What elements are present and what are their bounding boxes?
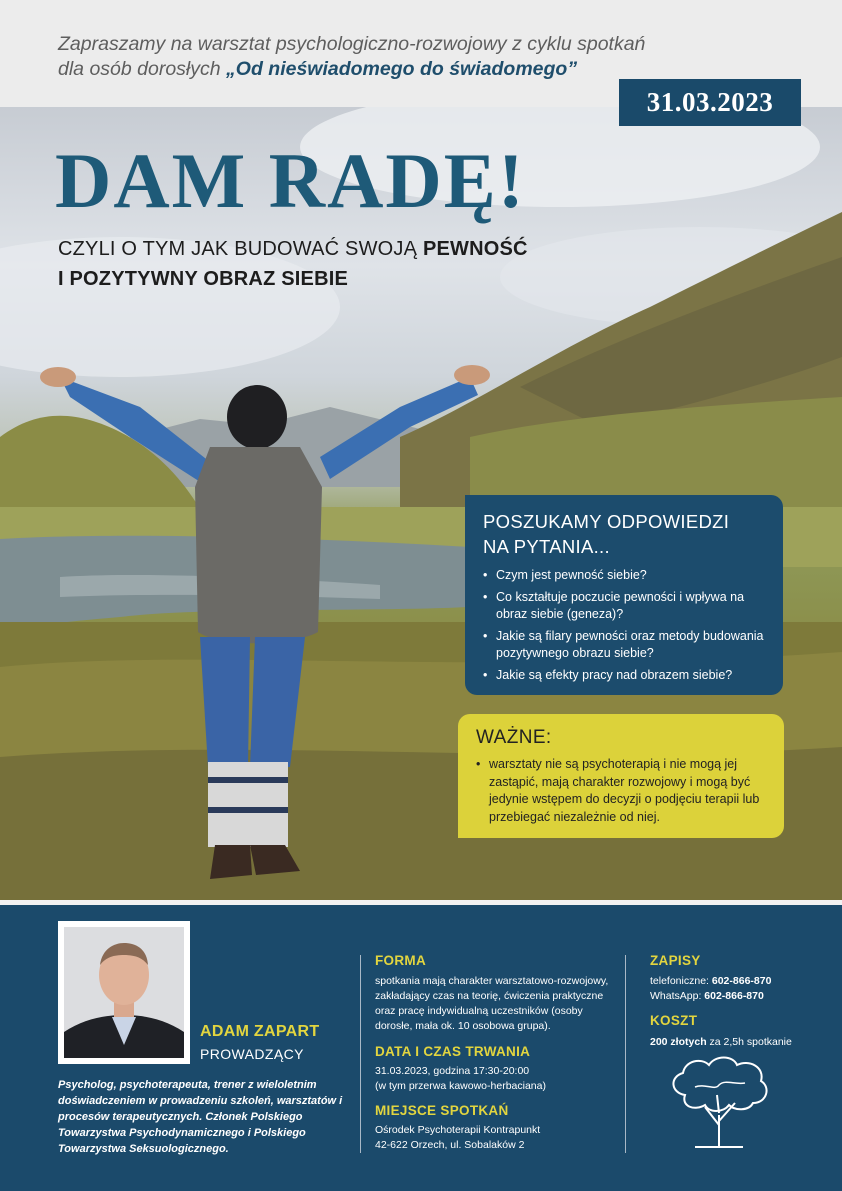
subtitle-emphasis: PEWNOŚĆ — [422, 238, 528, 260]
questions-box — [465, 495, 783, 695]
date-badge: 31.03.2023 — [619, 79, 801, 126]
host-bio: Psycholog, psychoterapeuta, trener z wieloletnim doświadczeniem w prowadzeniu szkoleń, warsztatów i procesów terapeutycznych. Członek Polskiego Towarzystwa Psychodynamicznego i Polskiego Towarzystwa Seksuologicznego. — [58, 1079, 343, 1155]
column-divider — [625, 955, 626, 1153]
place-section — [375, 1102, 615, 1153]
tree-logo-icon — [665, 1055, 773, 1156]
important-item: • warsztaty nie są psychoterapią i nie mogą jej zastąpić, mają charakter rozwojowy i mogą być jedynie wstępem do decyzji o podjęciu terapii lub przebiegać niezależnie od niej. — [476, 756, 770, 826]
phone-number: 602-866-870 — [711, 975, 772, 987]
forma-text: spotkania mają charakter warsztatowo-rozwojowy, zakładający czas na teorię, ćwiczenia praktyczne oraz pracę indywidualną uczestników (osoby dorosłe, mała ok. 10 osobowa grupa). — [375, 975, 609, 1032]
host-photo — [58, 921, 190, 1064]
place-line-1: Ośrodek Psychoterapii Kontrapunkt — [375, 1124, 541, 1136]
main-title: DAM RADĘ! — [55, 137, 526, 224]
important-list — [476, 756, 770, 826]
subtitle-line-2: I POZYTYWNY OBRAZ SIEBIE — [58, 268, 349, 290]
subtitle-line-1 — [58, 234, 528, 264]
signup-phone — [650, 974, 830, 989]
questions-heading — [483, 509, 769, 559]
cost-section — [650, 1012, 835, 1050]
questions-list — [483, 567, 769, 684]
datetime-line-1: 31.03.2023, godzina 17:30-20:00 — [375, 1065, 530, 1077]
datetime-heading: DATA I CZAS TRWANIA — [375, 1044, 531, 1059]
important-heading: WAŻNE: — [476, 727, 552, 748]
intro-line-2-prefix: dla osób dorosłych — [58, 58, 227, 80]
cost-heading: KOSZT — [650, 1013, 698, 1028]
question-item: • Co kształtuje poczucie pewności i wpływa na obraz siebie (geneza)? — [483, 589, 769, 623]
whatsapp-number: 602-866-870 — [704, 990, 764, 1002]
question-item: • Czym jest pewność siebie? — [483, 567, 769, 584]
questions-heading-line-1: POSZUKAMY ODPOWIEDZI — [483, 511, 730, 532]
whatsapp-label: WhatsApp: — [650, 990, 705, 1002]
important-box — [458, 714, 784, 838]
avatar — [64, 927, 184, 1058]
datetime-section — [375, 1043, 615, 1094]
subtitle-line-1-text: CZYLI O TYM JAK BUDOWAĆ SWOJĄ — [58, 238, 423, 260]
series-name: „Od nieświadomego do świadomego” — [226, 58, 578, 80]
signup-whatsapp — [650, 989, 830, 1004]
cost-per: za 2,5h spotkanie — [706, 1036, 792, 1048]
column-divider — [360, 955, 361, 1153]
host-role: PROWADZĄCY — [200, 1046, 304, 1062]
question-item: • Jakie są filary pewności oraz metody budowania pozytywnego obrazu siebie? — [483, 628, 769, 662]
place-heading: MIEJSCE SPOTKAŃ — [375, 1103, 509, 1118]
cost-text — [650, 1035, 835, 1050]
signup-section — [650, 952, 830, 1004]
question-item: • Jakie są efekty pracy nad obrazem siebie? — [483, 667, 769, 684]
cost-amount: 200 złotych — [650, 1036, 707, 1048]
intro-text — [58, 32, 758, 82]
datetime-line-2: (w tym przerwa kawowo-herbaciana) — [375, 1080, 546, 1092]
signup-heading: ZAPISY — [650, 953, 701, 968]
forma-heading: FORMA — [375, 953, 426, 968]
place-line-2: 42-622 Orzech, ul. Sobalaków 2 — [375, 1139, 525, 1151]
forma-section — [375, 952, 615, 1034]
host-name: ADAM ZAPART — [200, 1023, 320, 1040]
intro-line-1: Zapraszamy na warsztat psychologiczno-rozwojowy z cyklu spotkań — [58, 33, 646, 55]
phone-label: telefoniczne: — [650, 975, 712, 987]
subtitle — [58, 234, 528, 294]
questions-heading-line-2: NA PYTANIA... — [483, 536, 610, 557]
